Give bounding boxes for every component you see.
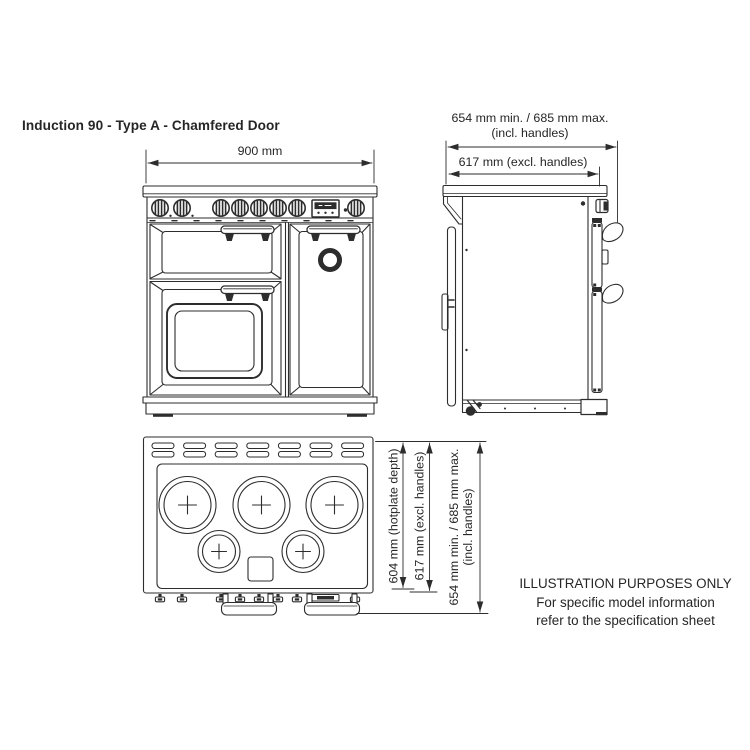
induction-zone-front-right <box>282 531 324 573</box>
footer-line3: refer to the specification sheet <box>536 613 715 629</box>
oven-handle-top-right <box>305 603 360 616</box>
oven-window <box>167 304 262 378</box>
hob-control-pad <box>248 557 273 581</box>
footer-note <box>503 575 748 631</box>
top-depth-incl-line1: 654 mm min. / 685 mm max. <box>447 448 461 606</box>
top-depth-excl-dimension-label: 617 mm (excl. handles) <box>412 451 427 581</box>
side-depth-incl-line2: (incl. handles) <box>491 125 569 140</box>
right-door <box>290 224 370 395</box>
side-depth-incl-dimension-label <box>429 111 631 140</box>
side-depth-excl-dimension-label: 617 mm (excl. handles) <box>458 155 588 169</box>
side-depth-incl-line1: 654 mm min. / 685 mm max. <box>451 111 609 125</box>
minute-minder-dial <box>321 251 340 270</box>
clock-display <box>312 200 347 217</box>
front-width-dimension-label: 900 mm <box>237 144 283 158</box>
induction-zone-front-left <box>198 531 240 573</box>
side-view-drawing <box>442 141 623 416</box>
side-door-handle-top <box>602 223 623 242</box>
side-control-knob <box>596 200 608 213</box>
footer-line1: ILLUSTRATION PURPOSES ONLY <box>519 576 732 591</box>
side-base <box>463 400 608 416</box>
footer-line2: For specific model information <box>536 594 715 610</box>
top-view-drawing <box>144 437 489 615</box>
caster-wheel <box>466 406 476 416</box>
grill-door-handle <box>221 226 274 241</box>
main-oven-door <box>150 282 281 396</box>
front-view-drawing <box>143 150 377 417</box>
hotplate-surface <box>157 464 368 589</box>
induction-zone-center <box>233 477 290 534</box>
diagram-title: Induction 90 - Type A - Chamfered Door <box>22 118 280 133</box>
rear-vents <box>152 443 364 457</box>
induction-zone-right <box>306 477 363 534</box>
top-depth-incl-dimension-label <box>447 442 475 612</box>
top-hotplate-depth-dimension-label: 604 mm (hotplate depth) <box>386 448 401 584</box>
side-depth-dimensions <box>446 141 618 222</box>
plinth <box>143 397 377 417</box>
front-edge-top <box>155 594 359 615</box>
oven-handle-top-left <box>222 603 277 616</box>
top-depth-incl-line2: (incl. handles) <box>461 488 475 566</box>
main-oven-handle <box>221 286 274 301</box>
side-door-handle-bottom <box>602 284 623 303</box>
induction-zone-left <box>159 477 216 534</box>
right-door-handle <box>307 226 360 241</box>
